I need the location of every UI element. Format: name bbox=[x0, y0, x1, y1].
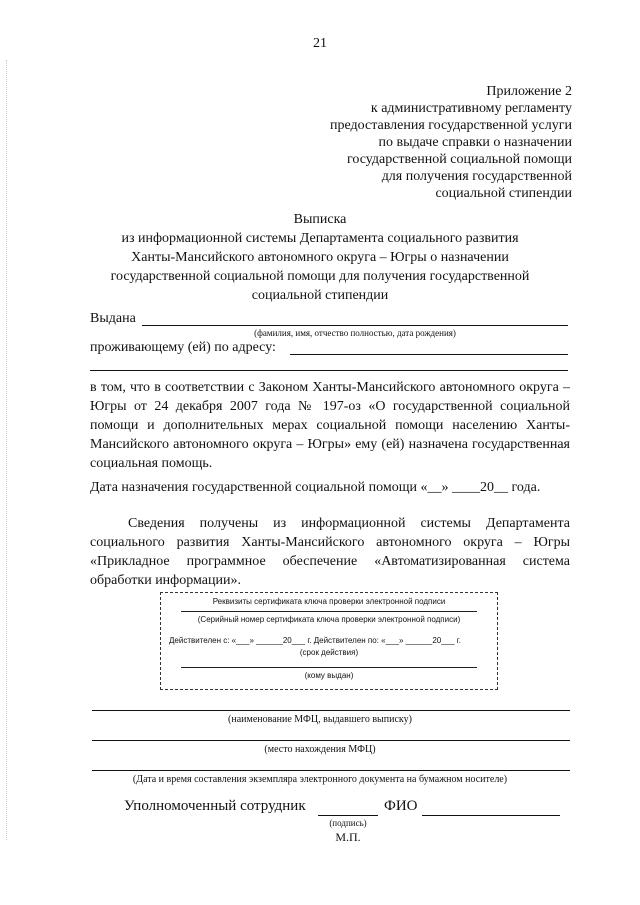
address-label: проживающему (ей) по адресу: bbox=[90, 340, 276, 355]
appendix-line: социальной стипендии bbox=[435, 186, 572, 201]
appendix-line: к административному регламенту bbox=[370, 101, 572, 116]
certificate-title: Реквизиты сертификата ключа проверки электронной подписи bbox=[212, 597, 446, 606]
source-text: Сведения получены из информационной системы Департамента социального развития Ханты-Мансийского автономного округа – Югры «Прикладное программное обеспечение «Автоматизированная система обработки информации». bbox=[90, 516, 570, 588]
appendix-line: Приложение 2 bbox=[486, 84, 572, 99]
address-field-line-2[interactable] bbox=[90, 370, 568, 371]
appendix-line: государственной социальной помощи bbox=[346, 152, 572, 167]
appendix-line: предоставления государственной услуги bbox=[330, 118, 572, 133]
title-line: из информационной системы Департамента социального развития bbox=[121, 231, 519, 246]
certificate-validity: Действителен с: «___» ______20___ г. Действителен по: «___» ______20___ г. bbox=[169, 636, 461, 645]
certificate-validity-hint: (срок действия) bbox=[299, 648, 359, 657]
mfc-name-caption: (наименование МФЦ, выдавшего выписку) bbox=[228, 714, 412, 725]
employee-label: Уполномоченный сотрудник bbox=[124, 798, 306, 814]
datetime-line[interactable] bbox=[92, 770, 570, 771]
mfc-name-line[interactable] bbox=[92, 710, 570, 711]
certificate-issued-to-hint: (кому выдан) bbox=[304, 671, 354, 680]
certificate-issued-to-line bbox=[181, 667, 477, 668]
signature-hint: (подпись) bbox=[329, 818, 367, 828]
appendix-line: по выдаче справки о назначении bbox=[378, 135, 572, 150]
issued-field-line[interactable] bbox=[142, 325, 568, 326]
issued-label: Выдана bbox=[90, 311, 136, 326]
page-number: 21 bbox=[313, 36, 327, 51]
statement-text: в том, что в соответствии с Законом Ханты-Мансийского автономного округа – Югры от 24 декабря 2007 года № 197-оз «О государственной социальной помощи и дополнительных мерах социальной помощи населению Ханты-Мансийского автономного округа – Югры» ему (ей) назначена государственная социальная помощь. bbox=[90, 380, 570, 471]
issued-hint: (фамилия, имя, отчество полностью, дата рождения) bbox=[254, 328, 456, 338]
appendix-line: для получения государственной bbox=[381, 169, 572, 184]
fio-line[interactable] bbox=[422, 815, 560, 816]
fio-label: ФИО bbox=[384, 798, 418, 814]
mfc-location-caption: (место нахождения МФЦ) bbox=[264, 744, 376, 755]
address-field-line[interactable] bbox=[290, 354, 568, 355]
title-line: социальной стипендии bbox=[251, 288, 389, 303]
datetime-caption: (Дата и время составления экземпляра электронного документа на бумажном носителе) bbox=[132, 774, 508, 785]
title-line: государственной социальной помощи для получения государственной bbox=[110, 269, 530, 284]
title-line: Ханты-Мансийского автономного округа – Югры о назначении bbox=[131, 250, 509, 265]
signature-line[interactable] bbox=[318, 815, 378, 816]
mfc-location-line[interactable] bbox=[92, 740, 570, 741]
stamp-mark: М.П. bbox=[335, 830, 361, 844]
date-line: Дата назначения государственной социальной помощи «__» ____20__ года. bbox=[90, 480, 541, 495]
certificate-serial-line bbox=[181, 611, 477, 612]
title-line: Выписка bbox=[293, 212, 347, 227]
certificate-box bbox=[160, 592, 498, 690]
certificate-serial-hint: (Серийный номер сертификата ключа проверки электронной подписи) bbox=[197, 615, 461, 624]
